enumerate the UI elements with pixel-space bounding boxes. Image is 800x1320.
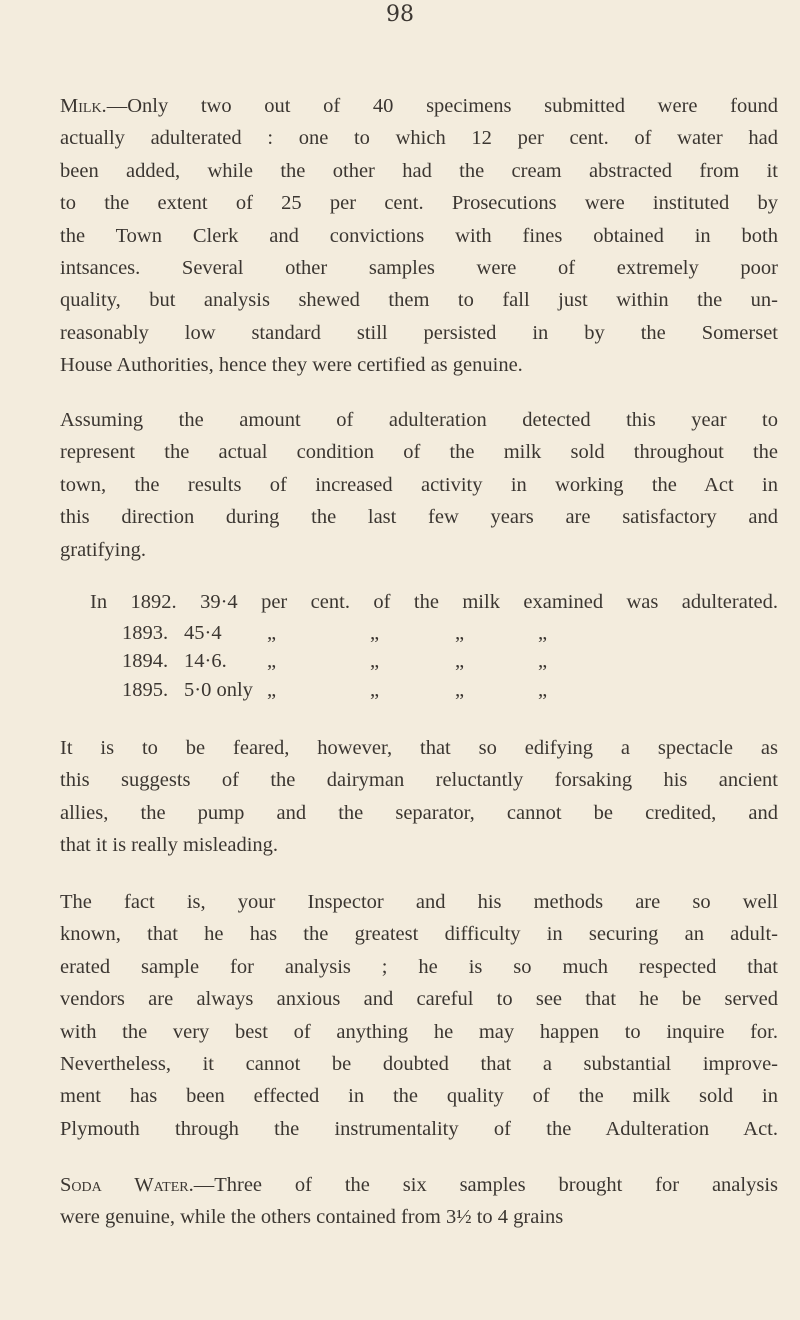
text-line: gratifying. <box>60 538 146 561</box>
ditto: „ <box>370 622 380 644</box>
ditto: „ <box>267 679 277 701</box>
value: 45·4 <box>184 622 222 644</box>
value: 14·6. <box>184 650 227 672</box>
text-line: with the very best of anything he may happen to inquire for. <box>60 1020 778 1043</box>
ditto: „ <box>538 650 548 672</box>
text-line: It is to be feared, however, that so edifying a spectacle as <box>60 737 778 759</box>
text-line: House Authorities, hence they were certified as genuine. <box>60 354 523 377</box>
text-line: Plymouth through the instrumentality of the Adulteration Act. <box>60 1117 778 1140</box>
year: 1895. <box>122 679 169 701</box>
text-line: this direction during the last few years are satisfactory and <box>60 506 778 529</box>
text-line: ment has been effected in the quality of the milk sold in <box>60 1085 778 1108</box>
year: 1894. <box>122 650 169 672</box>
paragraph-milk <box>60 90 778 382</box>
text-line: represent the actual condition of the milk sold throughout the <box>60 441 778 464</box>
ditto: „ <box>538 679 548 701</box>
ditto: „ <box>455 679 465 701</box>
table-row <box>90 591 778 621</box>
text-line <box>60 1169 778 1201</box>
ditto: „ <box>455 650 465 672</box>
ditto: „ <box>538 622 548 644</box>
year: 1893. <box>122 622 169 644</box>
text-line: that it is really misleading. <box>60 834 279 857</box>
table-row <box>122 622 778 652</box>
text-line: intsances. Several other samples were of extremely poor <box>60 256 778 279</box>
text-line: to the extent of 25 per cent. Prosecutions were instituted by <box>60 192 778 215</box>
text-line: the Town Clerk and convictions with fines obtained in both <box>60 224 778 247</box>
text-line: been added, while the other had the cream abstracted from it <box>60 159 778 182</box>
text-line: reasonably low standard still persisted in by the Somerset <box>60 321 778 344</box>
text-line: actually adulterated : one to which 12 per cent. of water had <box>60 127 778 150</box>
text-line: erated sample for analysis ; he is so much respected that <box>60 955 778 978</box>
line-text: —Only two out of 40 specimens submitted were found <box>106 95 778 117</box>
ditto: „ <box>267 622 277 644</box>
text-line: known, that he has the greatest difficulty in securing an adult- <box>60 923 778 946</box>
table-row <box>122 650 778 680</box>
text-line: town, the results of increased activity in working the Act in <box>60 473 778 496</box>
table-row <box>122 679 778 709</box>
text-line: Assuming the amount of adulteration detected this year to <box>60 409 778 431</box>
value: 5·0 only <box>184 679 253 701</box>
table-first-row: In 1892. 39·4 per cent. of the milk examined was adulterated. <box>90 591 778 613</box>
text-line: this suggests of the dairyman reluctantly forsaking his ancient <box>60 769 778 792</box>
line-text: —Three of the six samples brought for analysis <box>193 1174 778 1196</box>
paragraph-inspector <box>60 886 778 1145</box>
ditto: „ <box>267 650 277 672</box>
section-lead: Milk. <box>60 95 107 117</box>
text-line: quality, but analysis shewed them to fall just within the un- <box>60 289 778 312</box>
paragraph-soda-water <box>60 1169 778 1234</box>
text-line: The fact is, your Inspector and his methods are so well <box>60 891 778 913</box>
ditto: „ <box>455 622 465 644</box>
paragraph-feared <box>60 732 778 862</box>
text-line: were genuine, while the others contained from 3½ to 4 grains <box>60 1206 564 1229</box>
text-line <box>60 90 778 122</box>
text-line: Nevertheless, it cannot be doubted that a substantial improve- <box>60 1052 778 1075</box>
text-line: vendors are always anxious and careful to see that he be served <box>60 988 778 1011</box>
page-number: 98 <box>386 2 414 27</box>
paragraph-assuming <box>60 404 778 566</box>
ditto: „ <box>370 679 380 701</box>
section-lead: Soda Water. <box>60 1174 194 1196</box>
text-line: allies, the pump and the separator, cannot be credited, and <box>60 801 778 824</box>
ditto: „ <box>370 650 380 672</box>
